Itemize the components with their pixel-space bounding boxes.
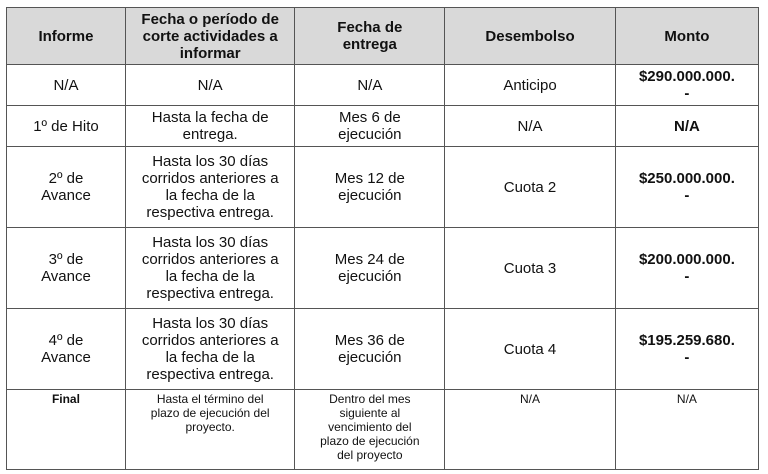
cell-monto: $250.000.000. - <box>615 147 758 228</box>
table-row <box>7 65 759 106</box>
cell-informe: 2º de Avance <box>7 147 126 228</box>
cell-informe: Final <box>7 390 126 470</box>
reports-table <box>6 7 759 470</box>
table-row-final <box>7 390 759 470</box>
cell-informe: N/A <box>7 65 126 106</box>
cell-monto: $290.000.000. - <box>615 65 758 106</box>
header-fecha-entrega: Fecha de entrega <box>295 8 445 65</box>
cell-desembolso: N/A <box>445 106 616 147</box>
cell-fecha-corte: N/A <box>125 65 295 106</box>
cell-monto: N/A <box>615 106 758 147</box>
cell-desembolso: Cuota 4 <box>445 309 616 390</box>
cell-fecha-corte: Hasta la fecha de entrega. <box>125 106 295 147</box>
cell-desembolso: Cuota 3 <box>445 228 616 309</box>
cell-desembolso: Cuota 2 <box>445 147 616 228</box>
header-fecha-corte: Fecha o período de corte actividades a informar <box>125 8 295 65</box>
cell-fecha-corte: Hasta los 30 días corridos anteriores a la fecha de la respectiva entrega. <box>125 147 295 228</box>
cell-monto: N/A <box>615 390 758 470</box>
cell-fecha-corte: Hasta los 30 días corridos anteriores a la fecha de la respectiva entrega. <box>125 228 295 309</box>
cell-informe: 1º de Hito <box>7 106 126 147</box>
table-row <box>7 147 759 228</box>
cell-fecha-corte: Hasta los 30 días corridos anteriores a la fecha de la respectiva entrega. <box>125 309 295 390</box>
cell-fecha-entrega: Mes 24 de ejecución <box>295 228 445 309</box>
cell-fecha-entrega: Mes 12 de ejecución <box>295 147 445 228</box>
cell-monto: $195.259.680. - <box>615 309 758 390</box>
header-monto: Monto <box>615 8 758 65</box>
cell-fecha-entrega: N/A <box>295 65 445 106</box>
cell-monto: $200.000.000. - <box>615 228 758 309</box>
table-row <box>7 106 759 147</box>
cell-fecha-entrega: Mes 36 de ejecución <box>295 309 445 390</box>
table-row <box>7 228 759 309</box>
table-row <box>7 309 759 390</box>
header-row <box>7 8 759 65</box>
cell-informe: 4º de Avance <box>7 309 126 390</box>
cell-desembolso: N/A <box>445 390 616 470</box>
cell-informe: 3º de Avance <box>7 228 126 309</box>
cell-fecha-entrega: Mes 6 de ejecución <box>295 106 445 147</box>
cell-fecha-entrega: Dentro del mes siguiente al vencimiento del plazo de ejecución del proyecto <box>295 390 445 470</box>
document-page <box>6 7 759 470</box>
header-desembolso: Desembolso <box>445 8 616 65</box>
header-informe: Informe <box>7 8 126 65</box>
cell-fecha-corte: Hasta el término del plazo de ejecución del proyecto. <box>125 390 295 470</box>
cell-desembolso: Anticipo <box>445 65 616 106</box>
